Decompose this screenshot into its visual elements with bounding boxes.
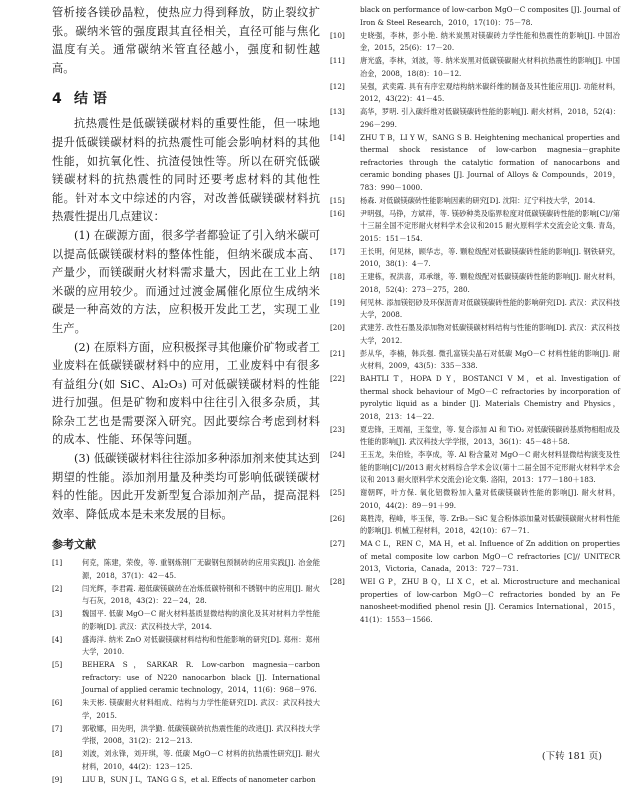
reference-item (330, 424, 620, 449)
reference-item (330, 208, 620, 246)
reference-text: 王建栋，祝洪喜，邓承继，等. 颗粒级配对低碳镁碳砖性能的影响[J]. 耐火材料，2018，52(4)：273－275，280. (360, 272, 620, 294)
reference-item (52, 697, 320, 722)
reference-number: [3] (52, 609, 63, 619)
reference-text: 盛海洋. 纳米 ZnO 对低碳镁碳材料结构和性能影响的研究[D]. 郑州：郑州大学，2010. (82, 634, 320, 657)
reference-number: [16] (330, 208, 345, 218)
reference-number: [26] (330, 513, 345, 523)
reference-number: [27] (330, 539, 345, 548)
conclusion-paragraph: (2) 在原料方面，应积极探寻其他廉价矿物或者工业废料在低碳镁碳材料中的应用，工业废料中有很多有益组分(如 SiC、Al₂O₃) 可对低碳镁碳材料的性能进行加强。但是矿物和废料中往往引入很多杂质，其除杂工艺也是需要深入研究。因此要综合考虑到材料的成本、性能、环保等问题。 (52, 340, 320, 447)
reference-number: [14] (330, 132, 345, 142)
reference-number: [8] (52, 749, 63, 759)
section-heading (52, 89, 320, 109)
conclusion-paragraph: (3) 低碳镁碳材料往往添加多种添加剂来使其达到期望的性能。添加剂用量及种类均可影响低碳镁碳材料的性能。因此开发新型复合添加剂产品，提高混料效率、降低成本是未来发展的目标。 (52, 452, 320, 521)
reference-number: [18] (330, 272, 345, 281)
reference-item (330, 246, 620, 271)
conclusion-paragraph: (1) 在碳源方面，很多学者都验证了引入纳米碳可以提高低碳镁碳材料的整体性能，但纳米碳成本高、产量少，而镁碳耐火材料需求量大，因此在工业上纳米碳的应用较少。而通过过渡金属催化原位生成纳米碳是一种高效的方法，应积极开发此工艺，实现工业生产。 (52, 228, 320, 335)
reference-item (330, 132, 620, 195)
reference-number: [6] (52, 698, 63, 708)
section-number: 4 (52, 91, 62, 108)
reference-text: 刘波，刘永锋，刘开琪，等. 低碳 MgO－C 材料的抗热震性研究[J]. 耐火材料，2010，44(2)：123－125. (82, 749, 320, 771)
reference-number: [25] (330, 488, 345, 497)
reference-number: [11] (330, 56, 345, 65)
reference-text: 谢朝晖，叶方保. 氧化铝微粉加入量对低碳镁碳砖性能的影响[J]. 耐火材料，2010，44(2)：89－91＋99. (360, 488, 620, 510)
intro-paragraph: 管析接各镁砂晶粒，使热应力得到释放，防止裂纹扩张。碳纳米管的强度跟其直径相关，直径可能与焦化温度有关。通常碳纳米管直径越小，强度和韧性越高。 (52, 6, 320, 75)
reference-text: WEI G P，ZHU B Q，LI X C，et al. Microstructure and mechanical properties of low-carbon MgO－C refractories bonded by an Fe nanosheet-modified phenol resin [J]. Ceramics International，2015，41(1)：1553－1566. (360, 577, 620, 624)
reference-item (52, 608, 320, 633)
reference-item (330, 576, 620, 626)
reference-text: 何见林. 添加镁铝砂及环保沥青对低碳镁碳砖性能的影响研究[D]. 武汉：武汉科技大学，2008. (360, 297, 620, 319)
right-column (330, 4, 620, 627)
reference-number: [24] (330, 450, 345, 459)
reference-number: [17] (330, 246, 345, 256)
reference-text: BEHERA S，SARKAR R. Low-carbon magnesia－carbon refractory: use of N220 nanocarbon black [J]. International Journal of applied ceramic technology，2014，11(6)：968－976. (82, 660, 320, 695)
reference-text: 杨森. 对低碳镁碳砖性能影响因素的研究[D]. 沈阳：辽宁科技大学，2014. (360, 195, 596, 205)
reference-item (52, 774, 320, 787)
reference-text: LIU B，SUN J L，TANG G S，et al. Effects of nanometer carbon (82, 774, 316, 784)
reference-number: [23] (330, 424, 345, 434)
reference-item (330, 55, 620, 80)
reference-number: [19] (330, 297, 345, 307)
left-column (52, 4, 320, 787)
reference-text: 高华，罗明. 引入碳纤维对低碳镁碳砖性能的影响[J]. 耐火材料，2018，52(4)：296－299. (360, 107, 620, 129)
reference-item (330, 106, 620, 131)
reference-item (330, 487, 620, 512)
reference-item (330, 195, 620, 208)
reference-item (52, 583, 320, 608)
reference-item (52, 557, 320, 582)
reference-number: [12] (330, 81, 345, 91)
reference-text: 武建芳. 改性石墨及添加物对低碳镁碳材料结构与性能的影响[D]. 武汉：武汉科技大学，2012. (360, 323, 620, 345)
references-list-left (52, 557, 320, 786)
reference-number: [1] (52, 558, 63, 568)
conclusion-paragraph: 抗热震性是低碳镁碳材料的重要性能，但一味地提升低碳镁碳材料的抗热震性可能会影响材料的其他性能，如抗氧化性、抗渣侵蚀性等。所以在研究低碳镁碳材料的抗热震性的同时还要考虑材料的其他性能。针对本文中综述的内容，对改善低碳镁碳材料抗热震性提出几点建议： (52, 117, 320, 224)
reference-text: black on performance of low-carbon MgO－C composites [J]. Journal of Iron & Steel Research，2010，17(10)：75－78. (360, 5, 620, 27)
reference-text: 史晓强，李林，彭小艳. 纳米炭黑对镁碳砖力学性能和热震性的影响[J]. 中国冶金，2015，25(6)：17－20. (360, 30, 620, 52)
reference-text: 葛胜涛，程峰，毕玉保，等. ZrB₂－SiC 复合粉体添加量对低碳镁碳耐火材料性能的影响[J]. 机械工程材料，2018，42(10)：67－71. (360, 513, 620, 535)
reference-text: 夏忠锋，王周福，王玺堂，等. 复合添加 Al 和 TiO₂ 对低碳镁碳砖基质物相组成及性能的影响[J]. 武汉科技大学学报，2013，36(1)：45－48＋58. (360, 424, 620, 446)
reference-number: [9] (52, 774, 63, 784)
reference-text: 彭从华，李楠，韩兵强. 微孔富镁尖晶石对低碳 MgO－C 材料性能的影响[J]. 耐火材料，2009，43(5)：335－338. (360, 348, 620, 370)
reference-text: BAHTLI T，HOPA D Y，BOSTANCI V M，et al. Investigation of thermal shock behaviour of MgO－C refractories by incorporation of pyrolytic liquid as a binder [J]. Materials Chemistry and Physics，2018，213：14－22. (360, 374, 620, 421)
reference-item (330, 348, 620, 373)
reference-text: 王长明，何见林，顾华志，等. 颗粒级配对低碳镁碳砖性能的影响[J]. 钢铁研究，2010，38(1)：4－7. (360, 246, 620, 268)
reference-text: 郭敬娜，田先明，洪学勤. 低碳镁碳砖抗热震性能的改进[J]. 武汉科技大学学报，2008，31(2)：212－213. (82, 723, 320, 746)
reference-number: [10] (330, 30, 345, 40)
reference-number: [20] (330, 323, 345, 332)
reference-item (330, 81, 620, 106)
reference-text: ZHU T B，LI Y W，SANG S B. Heightening mechanical properties and thermal shock resistance of low-carbon magnesia－graphite refractories through the catalytic formation of nanocarbons and ceramic bonding phases [J]. Journal of Alloys & Compounds，2019，783：990－1000. (360, 132, 620, 192)
reference-number: [15] (330, 195, 345, 205)
reference-item (330, 271, 620, 296)
reference-text: 唐光盛，李林，刘波，等. 纳米炭黑对低碳镁碳耐火材料抗热震性的影响[J]. 中国冶金，2008，18(8)：10－12. (360, 56, 620, 78)
reference-item (52, 634, 320, 659)
reference-number: [2] (52, 583, 63, 593)
reference-text: 尹明强，马铮，方斌祥，等. 镁砂种类及临界粒度对低碳镁碳砖性能的影响[C]//第十三届全国不定形耐火材料学术会议和2015 耐火原料学术交流会论文集. 青岛，2015：151－154. (360, 208, 620, 243)
reference-item (330, 30, 620, 55)
reference-text: 闫光辉，李君霞. 超低碳镁碳砖在冶炼低碳特钢和不锈钢中的应用[J]. 耐火与石灰，2018，43(2)：22－24，28. (82, 583, 320, 606)
reference-text: 吴强，武奕霞. 具有有序宏观结构纳米碳纤维的制备及其性能应用[J]. 功能材料，2012，43(22)：41－45. (360, 81, 620, 103)
reference-item (52, 659, 320, 697)
reference-item (330, 373, 620, 423)
reference-number: [5] (52, 660, 63, 670)
reference-number: [22] (330, 374, 345, 383)
reference-text: 魏国平. 低碳 MgO－C 耐火材料基质显微结构的演化及其对材料力学性能的影响[D]. 武汉：武汉科技大学，2014. (82, 609, 320, 631)
reference-text: MA C L，REN C，MA H，et al. Influence of Zn addition on properties of metal composite low carbon MgO－C refractories [C]// UNITECR 2013，Victoria，Canada，2013：727－731. (360, 539, 620, 573)
reference-number (330, 4, 360, 29)
reference-text: 何克，陈建，荣俊，等. 重钢炼钢厂无碳钢包预制砖的应用实践[J]. 冶金能源，2018，37(1)：42－45. (82, 558, 320, 580)
references-list-right (330, 4, 620, 626)
section-title: 结 语 (74, 91, 107, 108)
reference-item (330, 322, 620, 347)
reference-item (330, 449, 620, 487)
reference-text: 王玉龙，朱伯铨，李享成，等. Al 粉含量对 MgO－C 耐火材料显微结构演变及性能的影响[C]//2013 耐火材料综合学术会议(第十二届全国不定形耐火材料学术会议和 2013 耐火原料学术交流会)论文集. 洛阳，2013：177－180＋183. (360, 450, 620, 484)
reference-number: [4] (52, 634, 63, 644)
reference-item (330, 297, 620, 322)
reference-item (52, 723, 320, 748)
reference-item (330, 538, 620, 576)
reference-number: [21] (330, 348, 345, 358)
reference-number: [13] (330, 107, 345, 116)
reference-number: [28] (330, 577, 345, 586)
reference-item (330, 513, 620, 538)
references-heading: 参考文献 (52, 538, 96, 552)
reference-item (330, 4, 620, 29)
reference-text: 朱天彬. 镁碳耐火材料组成、结构与力学性能研究[D]. 武汉：武汉科技大学，2015. (82, 698, 320, 720)
reference-number: [7] (52, 723, 63, 733)
continued-note: (下转 181 页) (541, 751, 602, 762)
